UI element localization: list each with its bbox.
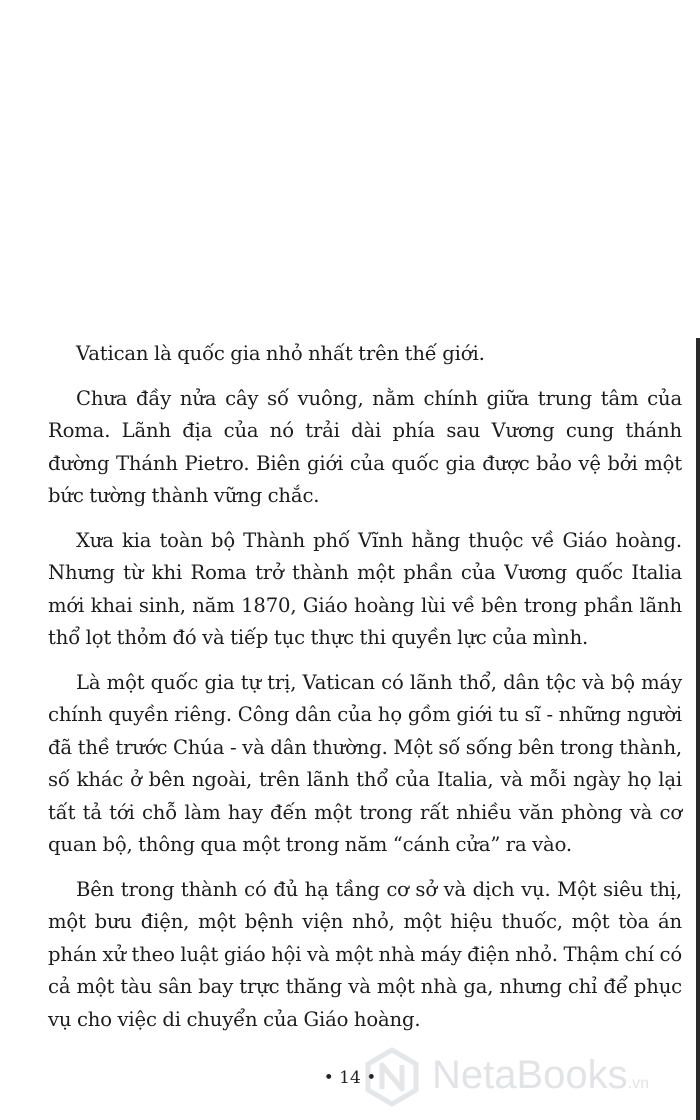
watermark-text <box>432 1053 649 1098</box>
body-text <box>48 338 682 1048</box>
page-number: • 14 • <box>323 1068 377 1088</box>
watermark-suffix: .vn <box>627 1075 650 1092</box>
paragraph-3: Xưa kia toàn bộ Thành phố Vĩnh hằng thuộc về Giáo hoàng. Nhưng từ khi Roma trở thành một phần của Vương quốc Italia mới khai sinh, năm 1870, Giáo hoàng lùi về bên trong phần lãnh thổ lọt thỏm đó và tiếp tục thực thi quyền lực của mình. <box>48 528 682 649</box>
watermark-brand: NetaBooks <box>432 1053 628 1097</box>
paragraph-1: Vatican là quốc gia nhỏ nhất trên thế giới. <box>76 342 485 365</box>
netabooks-logo-icon <box>362 1047 422 1107</box>
watermark <box>362 1047 692 1107</box>
paragraph-4: Là một quốc gia tự trị, Vatican có lãnh thổ, dân tộc và bộ máy chính quyền riêng. Công dân của họ gồm giới tu sĩ - những người đã thề trước Chúa - và dân thường. Một số sống bên trong thành, số khác ở bên ngoài, trên lãnh thổ của Italia, và mỗi ngày họ lại tất tả tới chỗ làm hay đến một trong rất nhiều văn phòng và cơ quan bộ, thông qua một trong năm “cánh cửa” ra vào. <box>48 670 682 856</box>
paragraph-5: Bên trong thành có đủ hạ tầng cơ sở và dịch vụ. Một siêu thị, một bưu điện, một bệnh viện nhỏ, một hiệu thuốc, một tòa án phán xử theo luật giáo hội và một nhà máy điện nhỏ. Thậm chí có cả một tàu sân bay trực thăng và một nhà ga, nhưng chỉ để phục vụ cho việc di chuyển của Giáo hoàng. <box>48 877 682 1031</box>
page-edge-shadow <box>696 338 700 1120</box>
paragraph-2: Chưa đầy nửa cây số vuông, nằm chính giữa trung tâm của Roma. Lãnh địa của nó trải dài phía sau Vương cung thánh đường Thánh Pietro. Biên giới của quốc gia được bảo vệ bởi một bức tường thành vững chắc. <box>48 386 682 507</box>
